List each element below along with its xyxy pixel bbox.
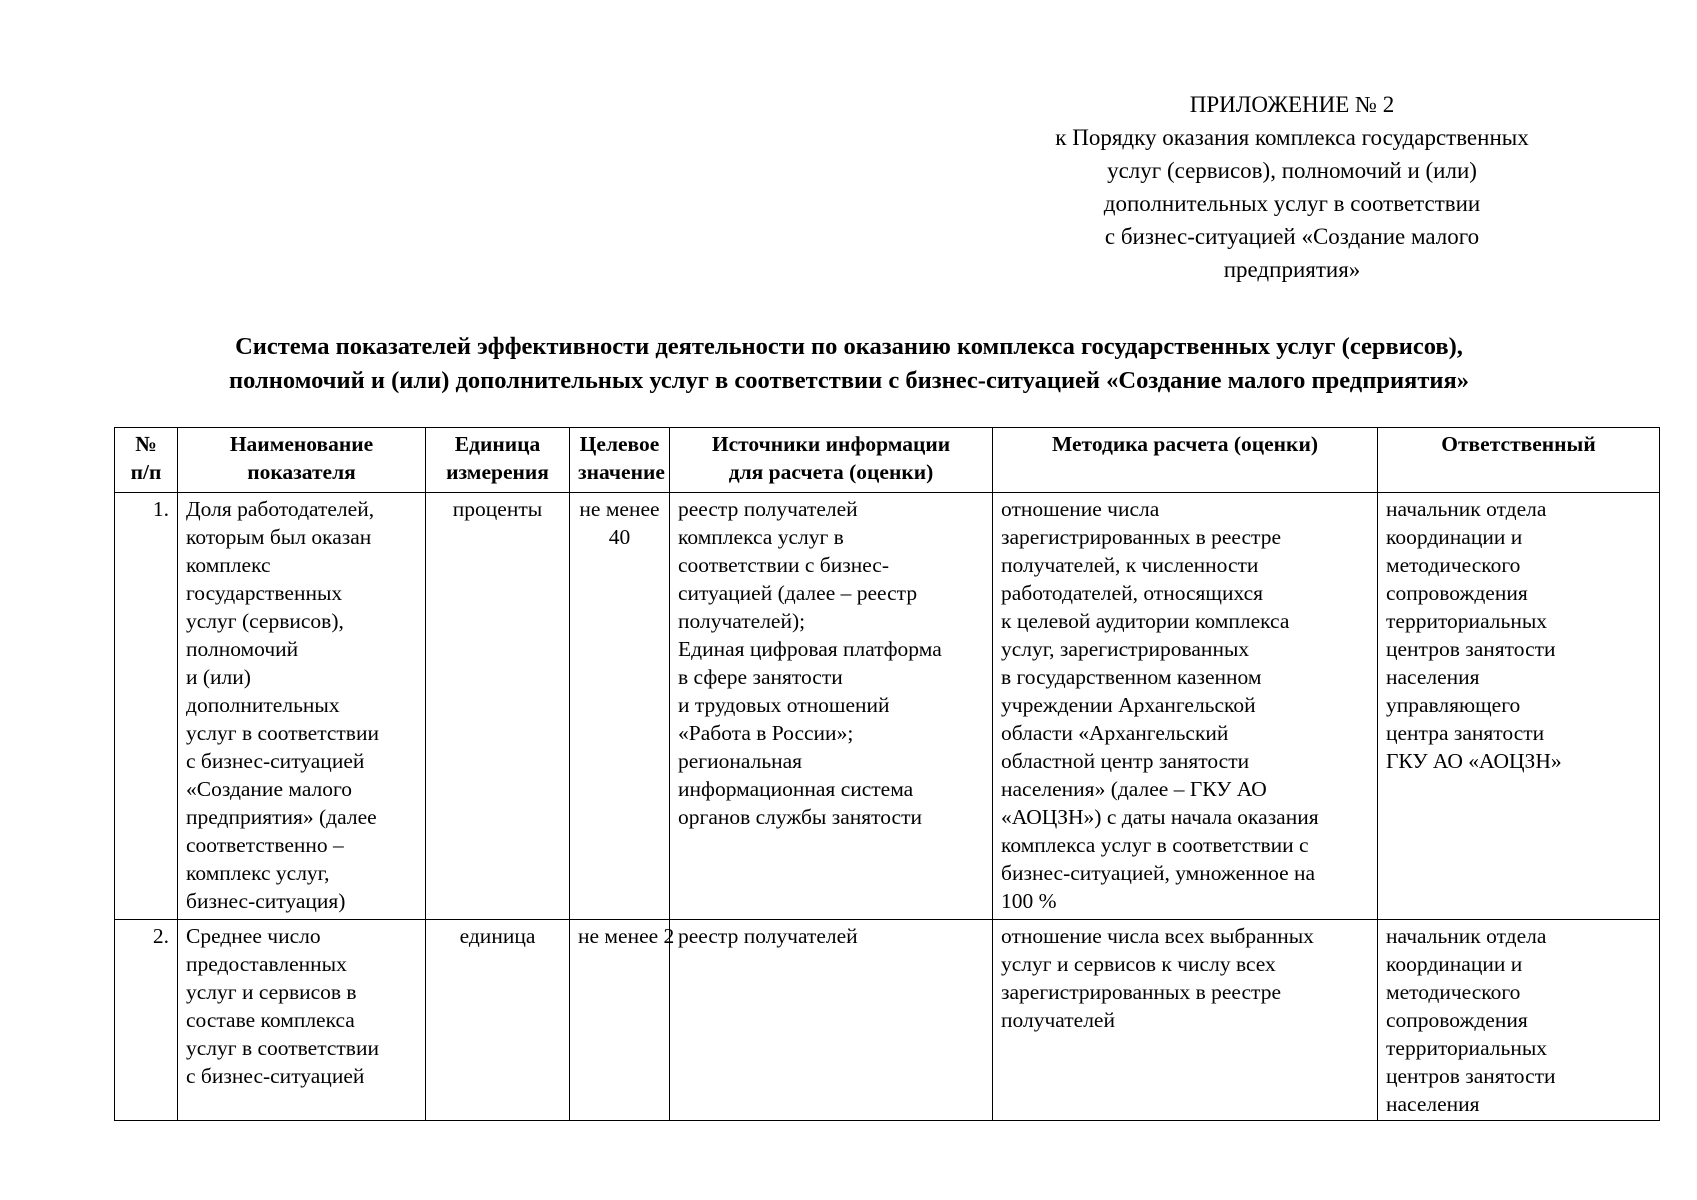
cell-line: дополнительных bbox=[186, 693, 340, 717]
unit-cell bbox=[426, 920, 570, 1121]
cell-line: Доля работодателей, bbox=[186, 497, 375, 521]
cell-line: показателя bbox=[247, 460, 356, 484]
cell-line: координации и bbox=[1386, 952, 1523, 976]
appendix-line: к Порядку оказания комплекса государственных bbox=[1055, 125, 1529, 150]
header-cell bbox=[1378, 428, 1660, 493]
cell-line: зарегистрированных в реестре bbox=[1001, 525, 1281, 549]
cell-line: сопровождения bbox=[1386, 581, 1528, 605]
appendix-line: дополнительных услуг в соответствии bbox=[1103, 191, 1481, 216]
table-header-row bbox=[115, 428, 1660, 493]
cell-line: Целевое bbox=[579, 432, 660, 456]
cell-line: начальник отдела bbox=[1386, 924, 1547, 948]
cell-line: 1. bbox=[152, 497, 169, 521]
cell-line: отношение числа bbox=[1001, 497, 1160, 521]
cell-line: методического bbox=[1386, 553, 1521, 577]
cell-line: государственных bbox=[186, 581, 343, 605]
cell-line: Наименование bbox=[229, 432, 374, 456]
cell-line: единица bbox=[459, 924, 536, 948]
cell-line: центра занятости bbox=[1386, 721, 1545, 745]
cell-line: «Создание малого bbox=[186, 777, 353, 801]
cell-line: комплекса услуг в соответствии с bbox=[1001, 833, 1309, 857]
header-cell bbox=[426, 428, 570, 493]
cell-line: проценты bbox=[452, 497, 543, 521]
cell-line: территориальных bbox=[1386, 609, 1548, 633]
cell-line: работодателей, относящихся bbox=[1001, 581, 1264, 605]
cell-line: методического bbox=[1386, 980, 1521, 1004]
cell-line: к целевой аудитории комплекса bbox=[1001, 609, 1290, 633]
document-title bbox=[110, 330, 1588, 398]
cell-line: которым был оказан bbox=[186, 525, 372, 549]
cell-line: соответствии с бизнес- bbox=[678, 553, 890, 577]
cell-line: учреждении Архангельской bbox=[1001, 693, 1256, 717]
cell-line: реестр получателей bbox=[678, 497, 858, 521]
calc-method-cell bbox=[993, 920, 1378, 1121]
cell-line: Источники информации bbox=[711, 432, 951, 456]
cell-line: полномочий bbox=[186, 637, 299, 661]
indicators-table bbox=[114, 427, 1660, 1121]
cell-line: центров занятости bbox=[1386, 1064, 1556, 1088]
cell-line: услуг и сервисов в bbox=[186, 980, 357, 1004]
cell-line: 100 % bbox=[1001, 889, 1057, 913]
appendix-line: предприятия» bbox=[1223, 257, 1361, 282]
cell-line: Единица bbox=[454, 432, 541, 456]
cell-line: органов службы занятости bbox=[678, 805, 922, 829]
cell-line: услуг и сервисов к числу всех bbox=[1001, 952, 1276, 976]
cell-line: населения» (далее – ГКУ АО bbox=[1001, 777, 1267, 801]
cell-line: начальник отдела bbox=[1386, 497, 1547, 521]
cell-line: услуг в соответствии bbox=[186, 1036, 379, 1060]
cell-line: сопровождения bbox=[1386, 1008, 1528, 1032]
cell-line: центров занятости bbox=[1386, 637, 1556, 661]
cell-line: зарегистрированных в реестре bbox=[1001, 980, 1281, 1004]
cell-line: измерения bbox=[446, 460, 549, 484]
cell-line: в сфере занятости bbox=[678, 665, 843, 689]
cell-line: п/п bbox=[130, 460, 162, 484]
cell-line: предприятия» (далее bbox=[186, 805, 377, 829]
cell-line: бизнес-ситуация) bbox=[186, 889, 346, 913]
cell-line: комплекс bbox=[186, 553, 271, 577]
appendix-header bbox=[960, 88, 1624, 286]
header-cell bbox=[993, 428, 1378, 493]
cell-line: областной центр занятости bbox=[1001, 749, 1250, 773]
cell-line: соответственно – bbox=[186, 833, 344, 857]
cell-line: комплекса услуг в bbox=[678, 525, 844, 549]
cell-line: ГКУ АО «АОЦЗН» bbox=[1386, 749, 1562, 773]
cell-line: для расчета (оценки) bbox=[728, 460, 934, 484]
cell-line: населения bbox=[1386, 665, 1480, 689]
cell-line: Ответственный bbox=[1441, 432, 1596, 456]
cell-line: Среднее число bbox=[186, 924, 321, 948]
info-source-cell bbox=[670, 493, 993, 920]
cell-line: информационная система bbox=[678, 777, 914, 801]
cell-line: 40 bbox=[608, 525, 631, 549]
header-cell bbox=[570, 428, 670, 493]
unit-cell bbox=[426, 493, 570, 920]
cell-line: получателей bbox=[1001, 1008, 1115, 1032]
cell-line: составе комплекса bbox=[186, 1008, 355, 1032]
cell-line: в государственном казенном bbox=[1001, 665, 1262, 689]
appendix-line: ПРИЛОЖЕНИЕ № 2 bbox=[1189, 92, 1395, 117]
cell-line: Единая цифровая платформа bbox=[678, 637, 942, 661]
table-row bbox=[115, 493, 1660, 920]
row-number-cell bbox=[115, 493, 178, 920]
cell-line: региональная bbox=[678, 749, 803, 773]
cell-line: получателей); bbox=[678, 609, 806, 633]
cell-line: населения bbox=[1386, 1092, 1480, 1116]
header-cell bbox=[178, 428, 426, 493]
cell-line: территориальных bbox=[1386, 1036, 1548, 1060]
cell-line: значение bbox=[578, 460, 665, 484]
cell-line: и (или) bbox=[186, 665, 251, 689]
cell-line: бизнес-ситуацией, умноженное на bbox=[1001, 861, 1316, 885]
target-value-cell bbox=[570, 920, 675, 1121]
cell-line: Методика расчета (оценки) bbox=[1051, 432, 1318, 456]
title-line: полномочий и (или) дополнительных услуг в соответствии с бизнес-ситуацией «Создание малого предприятия» bbox=[229, 367, 1469, 394]
cell-line: с бизнес-ситуацией bbox=[186, 1064, 365, 1088]
target-value-cell bbox=[570, 493, 670, 920]
cell-line: ситуацией (далее – реестр bbox=[678, 581, 918, 605]
appendix-line: с бизнес-ситуацией «Создание малого bbox=[1104, 224, 1480, 249]
indicator-name-cell bbox=[178, 493, 426, 920]
cell-line: комплекс услуг, bbox=[186, 861, 330, 885]
table-row bbox=[115, 920, 1660, 1121]
cell-line: реестр получателей bbox=[678, 924, 858, 948]
responsible-cell bbox=[1378, 920, 1660, 1121]
header-cell bbox=[115, 428, 178, 493]
title-line: Система показателей эффективности деятельности по оказанию комплекса государственных услуг (сервисов), bbox=[235, 333, 1463, 360]
cell-line: с бизнес-ситуацией bbox=[186, 749, 365, 773]
cell-line: управляющего bbox=[1386, 693, 1521, 717]
cell-line: № bbox=[135, 432, 157, 456]
cell-line: не менее 2 bbox=[578, 924, 675, 948]
row-number-cell bbox=[115, 920, 178, 1121]
header-cell bbox=[670, 428, 993, 493]
cell-line: области «Архангельский bbox=[1001, 721, 1229, 745]
cell-line: предоставленных bbox=[186, 952, 347, 976]
info-source-cell bbox=[670, 920, 993, 1121]
indicator-name-cell bbox=[178, 920, 426, 1121]
cell-line: координации и bbox=[1386, 525, 1523, 549]
responsible-cell bbox=[1378, 493, 1660, 920]
cell-line: получателей, к численности bbox=[1001, 553, 1259, 577]
appendix-line: услуг (сервисов), полномочий и (или) bbox=[1107, 158, 1477, 183]
calc-method-cell bbox=[993, 493, 1378, 920]
cell-line: отношение числа всех выбранных bbox=[1001, 924, 1314, 948]
cell-line: и трудовых отношений bbox=[678, 693, 890, 717]
cell-line: 2. bbox=[152, 924, 169, 948]
cell-line: услуг (сервисов), bbox=[186, 609, 344, 633]
cell-line: «АОЦЗН») с даты начала оказания bbox=[1001, 805, 1319, 829]
cell-line: «Работа в России»; bbox=[678, 721, 854, 745]
cell-line: услуг в соответствии bbox=[186, 721, 379, 745]
cell-line: не менее bbox=[579, 497, 660, 521]
cell-line: услуг, зарегистрированных bbox=[1001, 637, 1250, 661]
